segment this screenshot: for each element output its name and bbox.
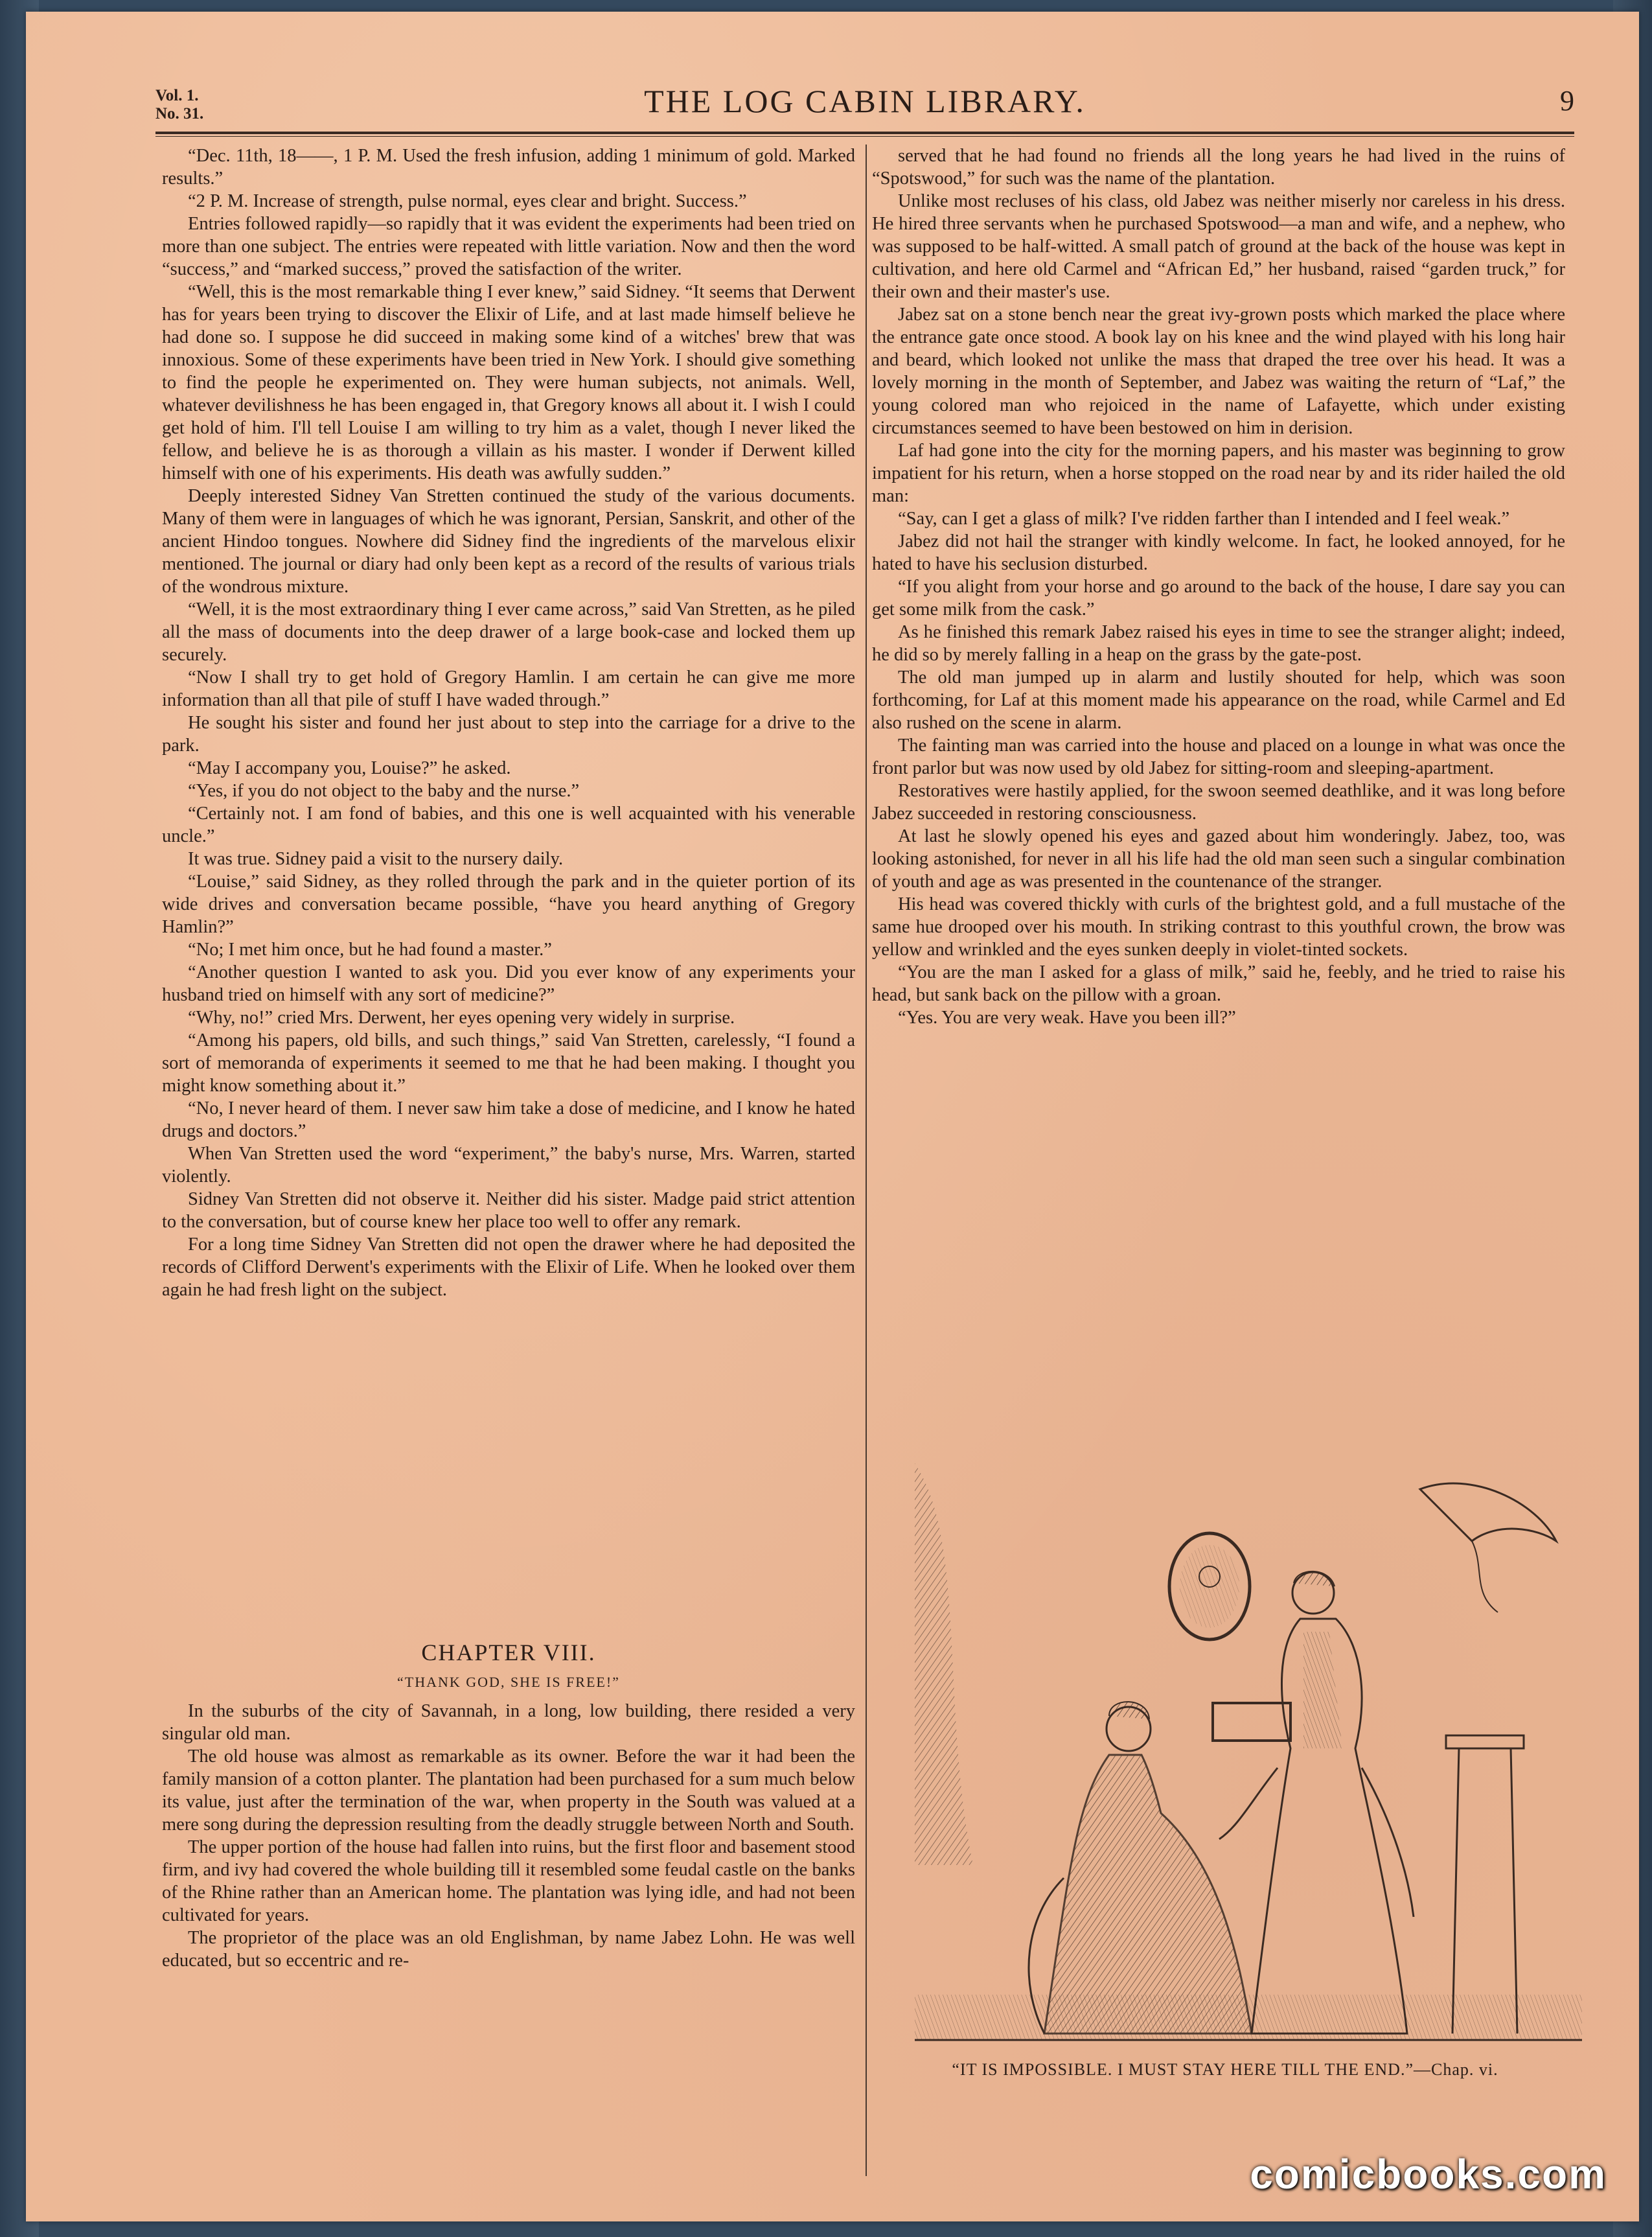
paragraph: Deeply interested Sidney Van Stretten continued the study of the various documents. Many of them were in languages of which he was ignorant, Persian, Sanskrit, and other of the ancient Hindoo tongues. Nowhere did Sidney find the ingredients of the marvelous elixir mentioned. The journal or diary had only been kept as a record of the results of various trials of the wondrous mixture. (162, 486, 855, 597)
paragraph: “Louise,” said Sidney, as they rolled through the park and in the quieter portion of its wide drives and conversation became possible, “have you heard anything of Gregory Hamlin?” (162, 872, 855, 937)
chapter-body (162, 1700, 855, 1972)
paragraph: “Certainly not. I am fond of babies, and this one is well acquainted with his venerable uncle.” (162, 804, 855, 846)
paragraph: “May I accompany you, Louise?” he asked. (188, 758, 511, 778)
paragraph: The upper portion of the house had fallen into ruins, but the first floor and basement stood firm, and ivy had covered the whole building till it resembled some feudal castle on the banks of the Rhine rather than an American home. The plantation was lying idle, and had not been cultivated for years. (162, 1837, 855, 1925)
paragraph: “If you alight from your horse and go around to the back of the house, I dare say you can get some milk from the cask.” (872, 577, 1565, 620)
paragraph: “Another question I wanted to ask you. Did you ever know of any experiments your husband tried on himself with any sort of medicine?” (162, 962, 855, 1005)
paragraph: For a long time Sidney Van Stretten did not open the drawer where he had deposited the records of Clifford Derwent's experiments with the Elixir of Life. When he looked over them again he had fresh light on the subject. (162, 1234, 855, 1300)
paragraph: Sidney Van Stretten did not observe it. Neither did his sister. Madge paid strict attention to the conversation, but of course knew her place too well to offer any remark. (162, 1189, 855, 1232)
paragraph: “You are the man I asked for a glass of milk,” said he, feebly, and he tried to raise his head, but sank back on the pillow with a groan. (872, 962, 1565, 1005)
paragraph: As he finished this remark Jabez raised his eyes in time to see the stranger alight; indeed, he did so by merely falling in a heap on the grass by the gate-post. (872, 622, 1565, 665)
paragraph: “Say, can I get a glass of milk? I've ridden farther than I intended and I feel weak.” (898, 509, 1510, 529)
paragraph: The proprietor of the place was an old Englishman, by name Jabez Lohn. He was well educated, but so eccentric and re- (162, 1928, 855, 1971)
paragraph: Laf had gone into the city for the morning papers, and his master was beginning to grow impatient for his return, when a horse stopped on the road near by and its rider hailed the old man: (872, 441, 1565, 506)
right-column (872, 145, 1565, 1460)
page-number: 9 (1560, 85, 1574, 117)
paragraph: In the suburbs of the city of Savannah, in a long, low building, there resided a very singular old man. (162, 1701, 855, 1744)
paragraph: “Yes. You are very weak. Have you been ill?” (898, 1008, 1236, 1028)
paragraph: “Why, no!” cried Mrs. Derwent, her eyes opening very widely in surprise. (188, 1008, 735, 1028)
paragraph: He sought his sister and found her just about to step into the carriage for a drive to the park. (162, 713, 855, 756)
paragraph: It was true. Sidney paid a visit to the nursery daily. (188, 849, 564, 869)
paragraph: “2 P. M. Increase of strength, pulse normal, eyes clear and bright. Success.” (188, 191, 747, 211)
paragraph: The old house was almost as remarkable as its owner. Before the war it had been the family mansion of a cotton planter. The plantation had been purchased for a sum much below its value, just after the termination of the war, when property in the South was valued at a mere song during the depression resulting from the deadly struggle between North and South. (162, 1746, 855, 1835)
paragraph: Restoratives were hastily applied, for the swoon seemed deathlike, and it was long before Jabez succeeded in restoring consciousness. (872, 781, 1565, 824)
paragraph: “Now I shall try to get hold of Gregory Hamlin. I am certain he can give me more information than all that pile of stuff I have waded through.” (162, 667, 855, 710)
chapter-subtitle: “THANK GOD, SHE IS FREE!” (397, 1674, 620, 1690)
paragraph: When Van Stretten used the word “experiment,” the baby's nurse, Mrs. Warren, started violently. (162, 1144, 855, 1187)
newspaper-page (26, 12, 1639, 2221)
illustration-caption: “IT IS IMPOSSIBLE. I MUST STAY HERE TILL THE END.”—Chap. vi. (952, 2060, 1498, 2079)
left-column (162, 145, 855, 1635)
paragraph: At last he slowly opened his eyes and gazed about him wonderingly. Jabez, too, was looking astonished, for never in all his life had the old man seen such a singular combination of youth and age as was presented in the countenance of the stranger. (872, 826, 1565, 892)
engraving-two-women-icon (915, 1463, 1582, 2053)
paragraph: Entries followed rapidly—so rapidly that it was evident the experiments had been tried on more than one subject. The entries were repeated with little variation. Now and then the word “success,” and “marked success,” proved the satisfaction of the writer. (162, 214, 855, 279)
paragraph: “Dec. 11th, 18——, 1 P. M. Used the fresh infusion, adding 1 minimum of gold. Marked results.” (162, 146, 855, 189)
publication-title: THE LOG CABIN LIBRARY. (644, 83, 1086, 119)
paragraph: Jabez sat on a stone bench near the great ivy-grown posts which marked the place where the entrance gate once stood. A book lay on his knee and the wind played with his long hair and beard, which looked not unlike the mass that draped the tree over his head. It was a lovely morning in the month of September, and Jabez was waiting the return of “Laf,” the young colored man who rejoiced in the name of Lafayette, which under existing circumstances seemed to have been bestowed on him in derision. (872, 305, 1565, 438)
paragraph: served that he had found no friends all the long years he had lived in the ruins of “Spotswood,” for such was the name of the plantation. (872, 146, 1565, 189)
paragraph: “Well, this is the most remarkable thing I ever knew,” said Sidney. “It seems that Derwent has for years been trying to discover the Elixir of Life, and at last made himself believe he had done so. I suppose he did succeed in making some kind of a witches' brew that was innoxious. Some of these experiments have been tried in New York. I should give something to find the people he experimented on. They were human subjects, not animals. Well, whatever devilishness he has been engaged in, that Gregory knows all about it. I wish I could get hold of him. I'll tell Louise I am willing to try him as a valet, though I never liked the fellow, and believe he is as thorough a villain as his master. I wonder if Derwent killed himself with one of his experiments. His death was awfully sudden.” (162, 282, 855, 483)
page-header (155, 82, 1574, 128)
paragraph: “Yes, if you do not object to the baby and the nurse.” (188, 781, 580, 801)
header-rule (155, 132, 1574, 137)
column-divider (866, 145, 867, 2176)
issue-number-label: No. 31. (155, 105, 204, 122)
paragraph: Unlike most recluses of his class, old Jabez was neither miserly nor careless in his dress. He hired three servants when he purchased Spotswood—a man and wife, and a nephew, who was supposed to be half-witted. A small patch of ground at the back of the house was kept in cultivation, and here old Carmel and “African Ed,” her husband, raised “garden truck,” for their own and their master's use. (872, 191, 1565, 302)
watermark-logo: comicbooks.com (1250, 2151, 1607, 2197)
paragraph: “Among his papers, old bills, and such things,” said Van Stretten, carelessly, “I found a sort of memoranda of experiments it seemed to me that he had been making. I thought you might know something about it.” (162, 1030, 855, 1096)
paragraph: “No, I never heard of them. I never saw him take a dose of medicine, and I know he hated drugs and doctors.” (162, 1098, 855, 1141)
paragraph: The fainting man was carried into the house and placed on a lounge in what was once the front parlor but was now used by old Jabez for sitting-room and sleeping-apartment. (872, 736, 1565, 778)
chapter-heading: CHAPTER VIII. (421, 1640, 596, 1665)
illustration (915, 1463, 1582, 2053)
paragraph: “No; I met him once, but he had found a master.” (188, 940, 552, 960)
paragraph: Jabez did not hail the stranger with kindly welcome. In fact, he looked annoyed, for he hated to have his seclusion disturbed. (872, 531, 1565, 574)
paragraph: “Well, it is the most extraordinary thing I ever came across,” said Van Stretten, as he piled all the mass of documents into the deep drawer of a large book-case and locked them up securely. (162, 599, 855, 665)
paragraph: The old man jumped up in alarm and lustily shouted for help, which was soon forthcoming, for Laf at this moment made his appearance on the road, while Carmel and Ed also rushed on the scene in alarm. (872, 667, 1565, 733)
volume-label: Vol. 1. (155, 87, 199, 104)
paragraph: His head was covered thickly with curls of the brightest gold, and a full mustache of the same hue drooped over his mouth. In striking contrast to this youthful crown, the brow was yellow and wrinkled and the eyes sunken deeply in violet-tinted sockets. (872, 894, 1565, 960)
